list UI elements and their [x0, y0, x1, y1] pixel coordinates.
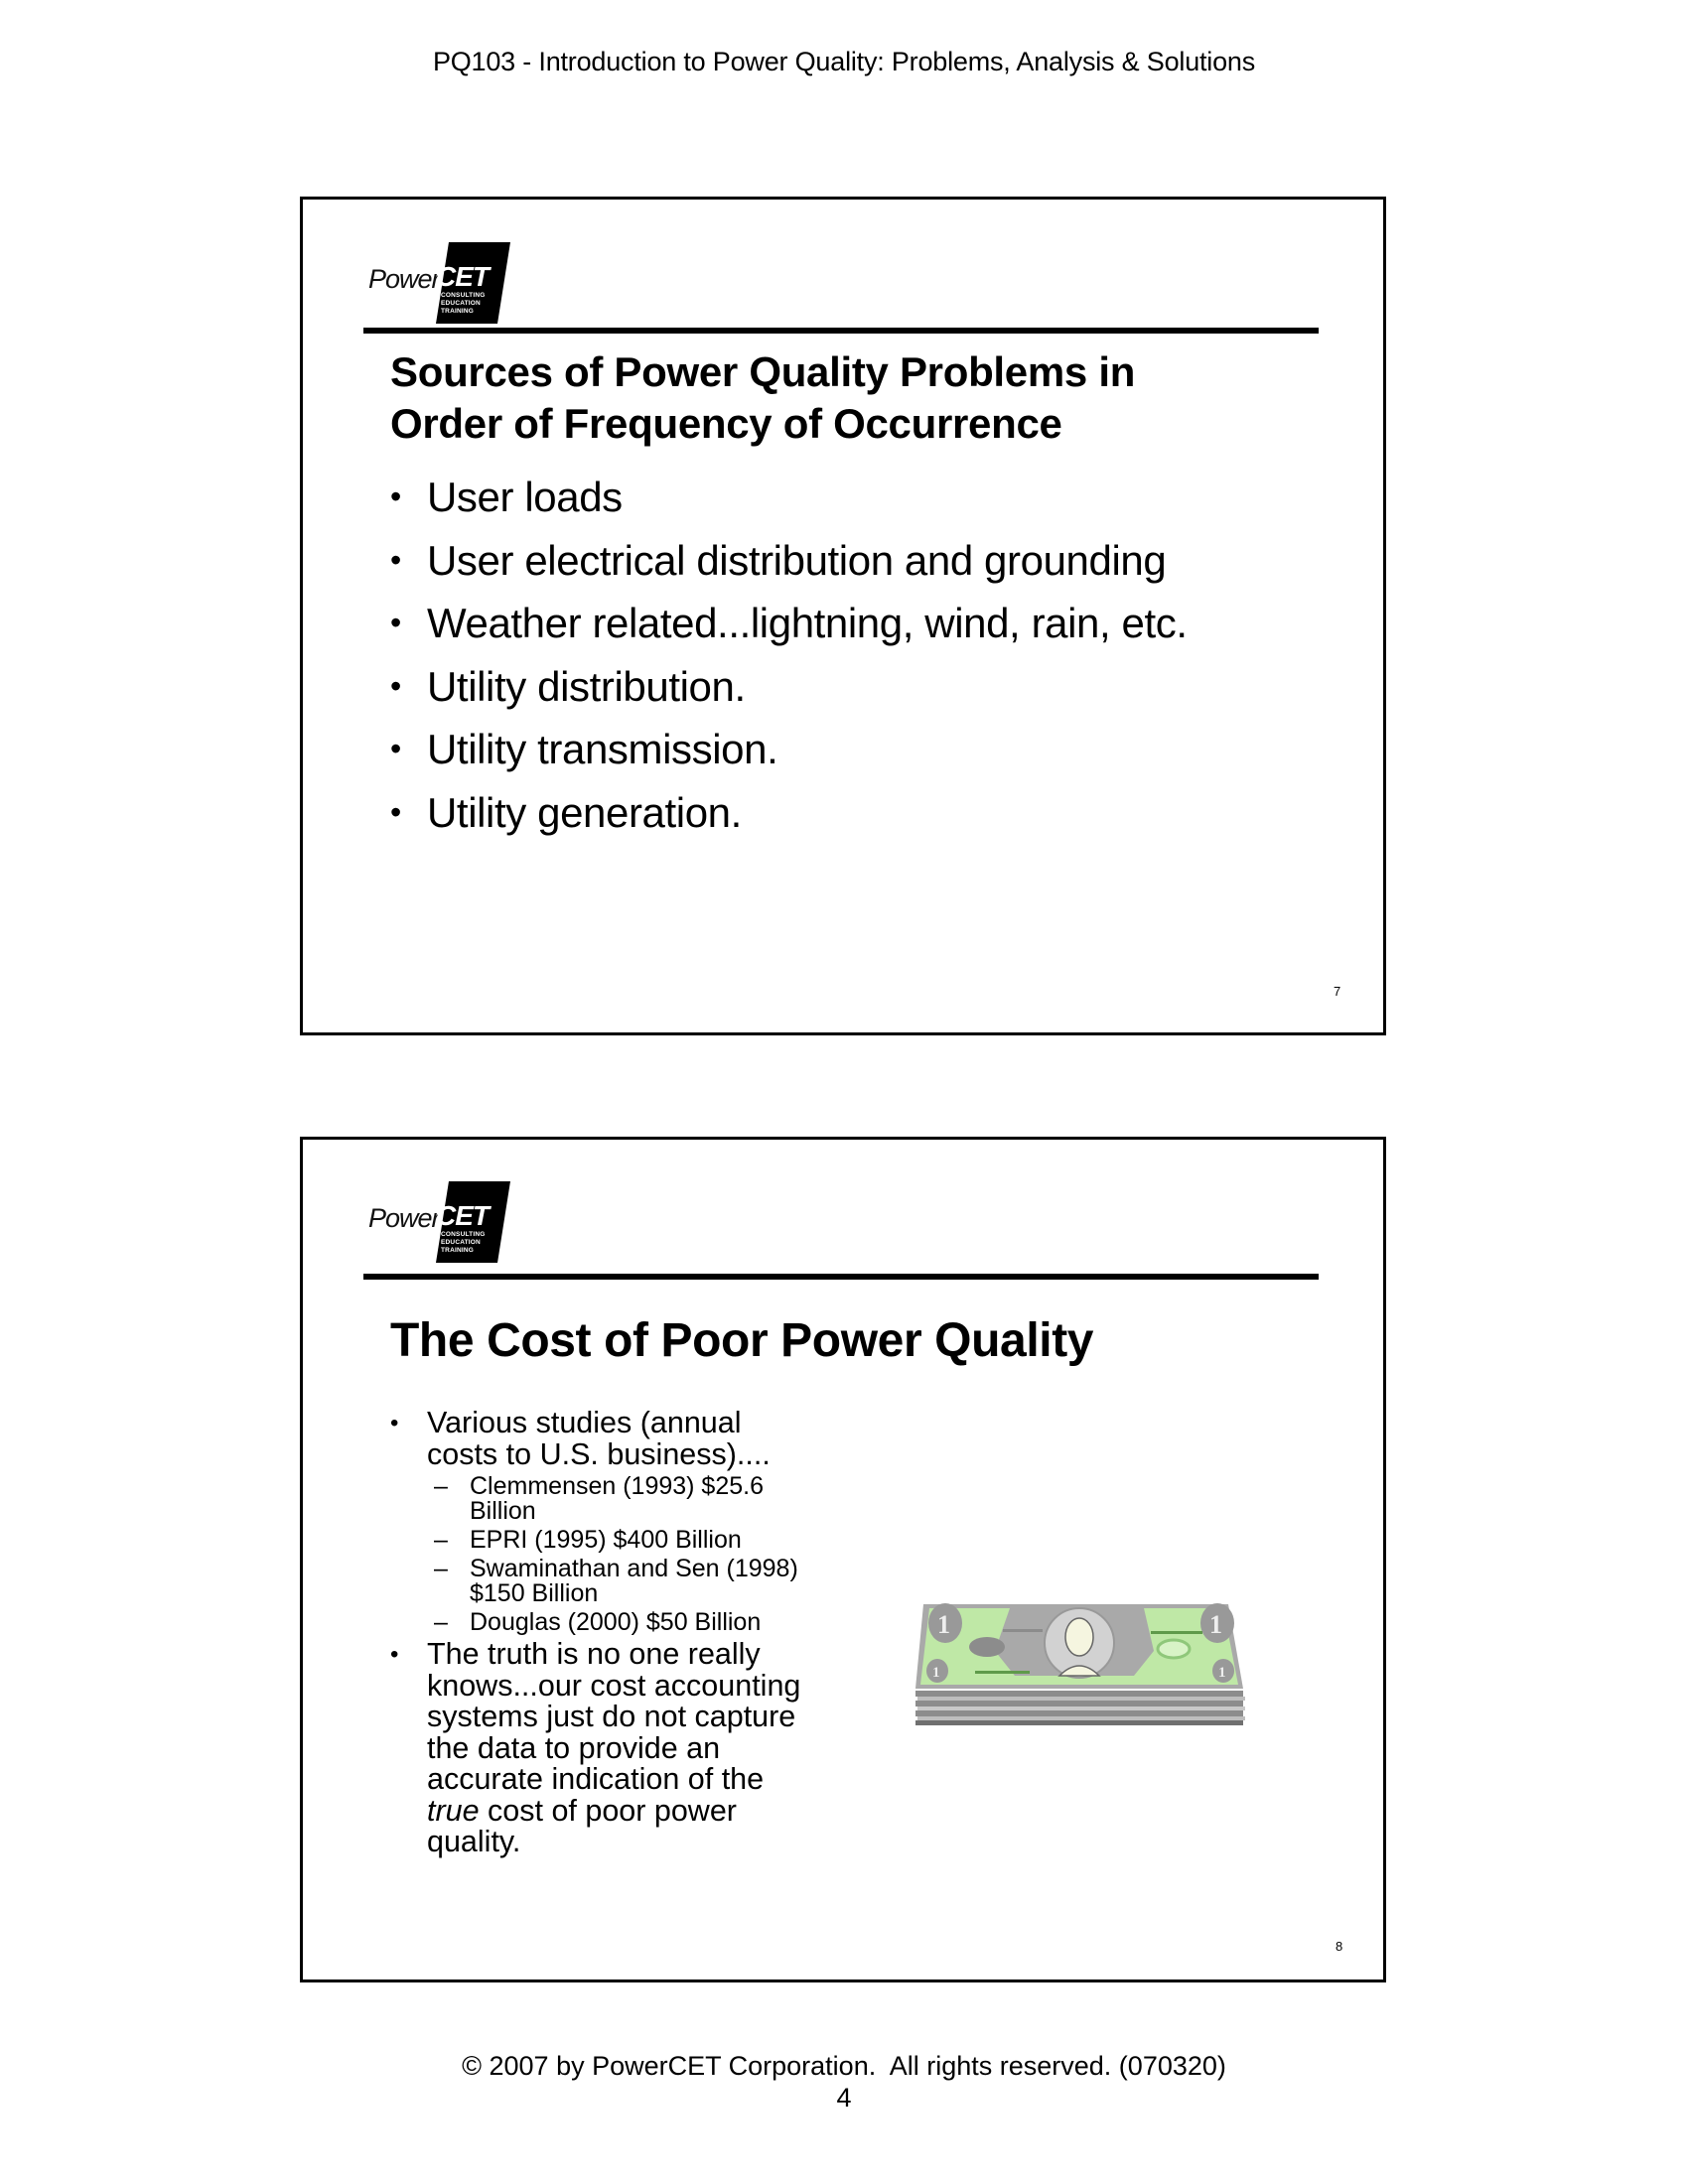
logo-cet-text: CET	[436, 1200, 489, 1231]
logo-tagline: CONSULTING EDUCATION TRAINING	[441, 1231, 486, 1254]
bullet-item: • Utility distribution.	[390, 655, 1188, 719]
powercet-logo	[366, 242, 515, 332]
svg-text:1: 1	[1209, 1610, 1222, 1639]
svg-text:1: 1	[937, 1610, 950, 1639]
page-header: PQ103 - Introduction to Power Quality: Problems, Analysis & Solutions	[432, 47, 1256, 76]
sub-bullet-item: – EPRI (1995) $400 Billion	[434, 1526, 742, 1554]
bullet-item: • Utility generation.	[390, 781, 1188, 845]
svg-text:1: 1	[1218, 1665, 1226, 1681]
logo-cet-text: CET	[436, 261, 489, 292]
logo-tagline: CONSULTING EDUCATION TRAINING	[441, 292, 486, 315]
logo-power-text: Power	[368, 1203, 440, 1233]
powercet-logo	[366, 1181, 515, 1271]
slide-number: 7	[1334, 984, 1341, 999]
money-stack-icon	[915, 1591, 1248, 1735]
slide-number: 8	[1336, 1939, 1343, 1954]
bullet-item: • The truth is no one really knows...our cost accounting systems just do not capture the data to provide an accurate indication of the true cost of poor power quality.	[390, 1639, 817, 1858]
bullet-item: • Various studies (annual costs to U.S. business)....	[390, 1408, 817, 1470]
logo-power-text: Power	[368, 264, 440, 294]
bullet-item: • Utility transmission.	[390, 718, 1188, 781]
sub-bullet-item: – Swaminathan and Sen (1998) $150 Billion	[434, 1555, 798, 1607]
slide-body	[390, 1408, 817, 1858]
sub-bullet-item: – Douglas (2000) $50 Billion	[434, 1608, 762, 1636]
svg-text:1: 1	[932, 1665, 940, 1681]
sub-bullet-item: – Clemmensen (1993) $25.6 Billion	[434, 1472, 764, 1525]
bullet-list	[390, 466, 1188, 844]
slide-7	[300, 197, 1386, 1035]
logo-registered-mark: ®	[499, 260, 506, 270]
bullet-item: • User electrical distribution and grounding	[390, 529, 1188, 593]
bullet-item: • User loads	[390, 466, 1188, 529]
page-footer	[0, 2050, 1688, 2114]
slide-title: The Cost of Poor Power Quality	[390, 1314, 1094, 1367]
logo-registered-mark: ®	[499, 1199, 506, 1209]
header-rule	[363, 1274, 1319, 1280]
page-number: 4	[836, 2083, 852, 2113]
slide-title: Sources of Power Quality Problems in Order of Frequency of Occurrence	[390, 348, 1136, 447]
copyright-text: © 2007 by PowerCET Corporation. All rights reserved. (070320)	[462, 2051, 1226, 2081]
bullet-item: • Weather related...lightning, wind, rain, etc.	[390, 592, 1188, 655]
header-rule	[363, 328, 1319, 334]
slide-8	[300, 1137, 1386, 1982]
